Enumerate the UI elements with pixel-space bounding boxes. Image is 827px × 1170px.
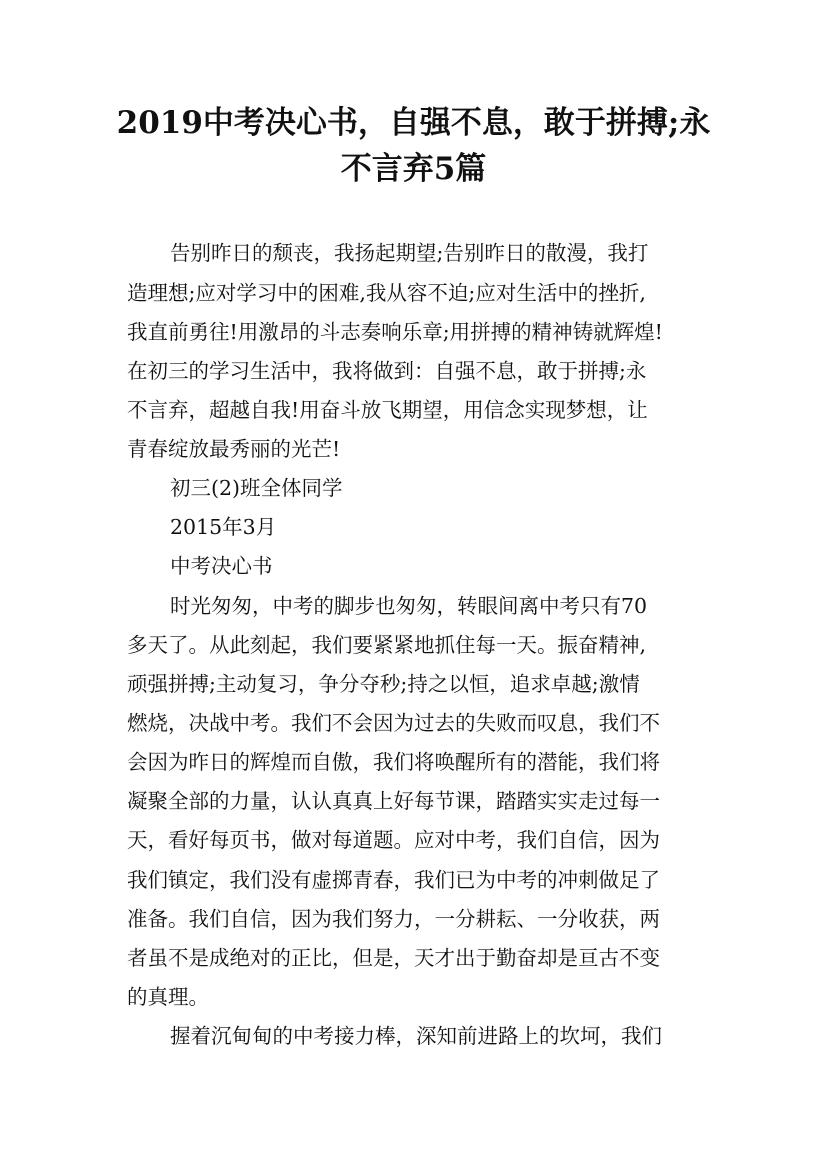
body-line-2: 造理想;应对学习中的困难,我从容不迫;应对生活中的挫折, — [127, 281, 646, 305]
document-title — [100, 100, 727, 192]
body-line-21: 握着沉甸甸的中考接力棒，深知前进路上的坎坷，我们 — [170, 1024, 662, 1048]
body-line-1: 告别昨日的颓丧，我扬起期望;告别昨日的散漫，我打 — [170, 241, 649, 265]
body-line-15: 凝聚全部的力量，认认真真上好每节课，踏踏实实走过每一 — [127, 789, 660, 813]
title-line-2: 不言弃5篇 — [340, 151, 487, 187]
date-line: 2015年3月 — [170, 515, 277, 539]
body-line-4: 在初三的学习生活中，我将做到：自强不息，敢于拼搏;永 — [127, 359, 647, 383]
body-line-3: 我直前勇往!用激昂的斗志奏响乐章;用拼搏的精神铸就辉煌! — [127, 320, 663, 344]
body-line-5: 不言弃，超越自我!用奋斗放飞期望，用信念实现梦想，让 — [127, 398, 648, 422]
body-line-19: 者虽不是成绝对的正比，但是，天才出于勤奋却是亘古不变 — [127, 946, 660, 970]
title-line-1: 2019中考决心书，自强不息，敢于拼搏;永 — [116, 105, 711, 141]
body-line-17: 我们镇定，我们没有虚掷青春，我们已为中考的冲刺做足了 — [127, 868, 660, 892]
signature-line: 初三(2)班全体同学 — [170, 476, 343, 500]
body-line-16: 天，看好每页书，做对每道题。应对中考，我们自信，因为 — [127, 828, 660, 852]
body-line-13: 燃烧，决战中考。我们不会因为过去的失败而叹息，我们不 — [127, 711, 660, 735]
body-line-20: 的真理。 — [127, 985, 209, 1009]
body-line-10: 时光匆匆，中考的脚步也匆匆，转眼间离中考只有70 — [170, 594, 648, 618]
body-line-6: 青春绽放最秀丽的光芒! — [127, 437, 341, 461]
body-line-12: 顽强拼搏;主动复习，争分夺秒;持之以恒，追求卓越;激情 — [127, 672, 640, 696]
body-line-18: 准备。我们自信，因为我们努力，一分耕耘、一分收获，两 — [127, 907, 660, 931]
section-heading: 中考决心书 — [170, 554, 273, 578]
body-line-11: 多天了。从此刻起，我们要紧紧地抓住每一天。振奋精神, — [127, 633, 647, 657]
body-line-14: 会因为昨日的辉煌而自傲，我们将唤醒所有的潜能，我们将 — [127, 750, 660, 774]
